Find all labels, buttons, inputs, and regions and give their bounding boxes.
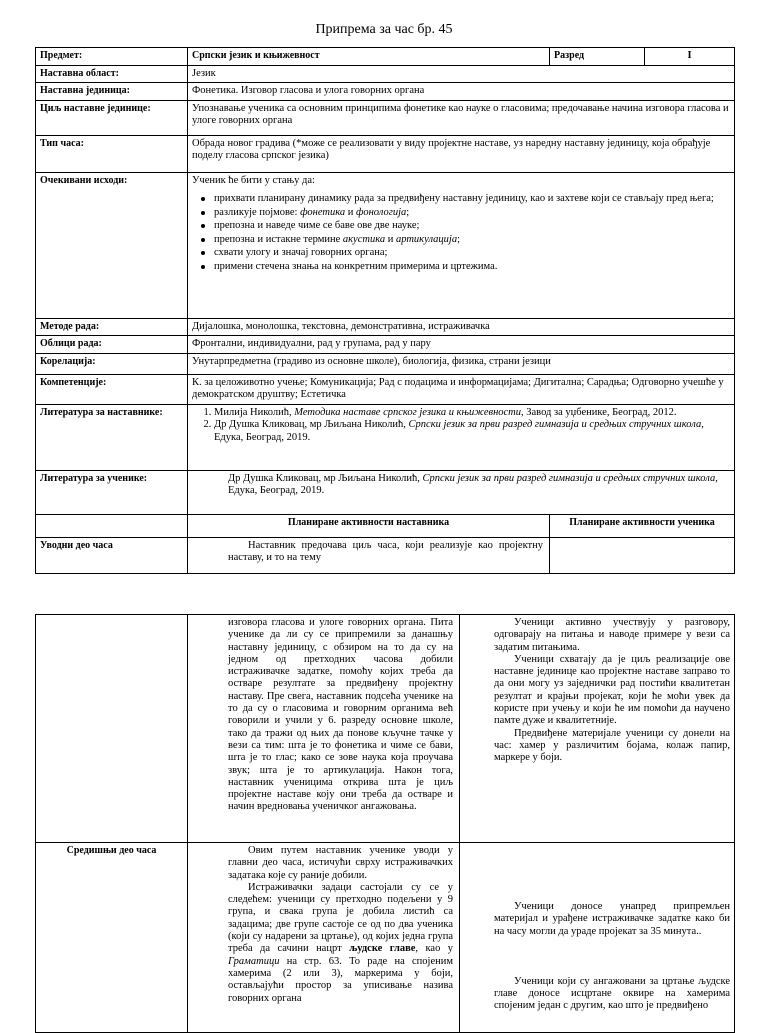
intro-teacher-continued: изговора гласова и улоге говорних органа. Пита ученике да ли су се припремили за данашњу наставну јединицу, с обзиром на то да су на једном од претходних часова добили истраживачке задатке, помоћу којих треба да остваре резултате за предвиђену пројектну наставу. Пре свега, наставник подсећа ученике на то да су о гласовима и говорним органима већ говорили и учили у 6. разреду основне школе, тако да тражи од њих да понове кључне тачке у вези са тим: шта је то фонетика и чиме се бави, шта је то глас; како се зове наука која проучава звук; шта је то артикулација. Након тога, наставник ученицима открива шта је циљ пројектне наставе коју они треба да остваре и начин вредновања ученичког ангажовања. xyxy=(188,615,460,843)
intro-students-text: Ученици активно учествују у разговору, одговарају на питања и наводе примере у вези са задатим питањима. Ученици схватају да је циљ реализације ове наставне јединице као пројектне наставе заправо то да они могу уз заједнички рад постићи квалитетан резултат и крајњи пројекат, који ће моћи увек да користе при учењу и који ће им помоћи да научено памте дуже и квалитетније. Предвиђене материјале ученици су донели на час: хамер у различитим бојама, колаж папир, маркере у боји. xyxy=(460,615,735,843)
forms-value: Фронтални, индивидуални, рад у групама, рад у пару xyxy=(188,336,735,354)
outcomes-intro: Ученик ће бити у стању да: xyxy=(192,174,315,186)
outcome-item: примени стечена знања на конкретним примерима и цртежима. xyxy=(214,261,730,274)
outcomes-cell xyxy=(188,172,735,318)
subject-value: Српски језик и књижевност xyxy=(188,48,550,66)
intro-students-empty xyxy=(550,537,735,573)
grade-value: I xyxy=(645,48,735,66)
lit-students-label: Литература за ученике: xyxy=(36,470,188,514)
lit-teachers-label: Литература за наставнике: xyxy=(36,404,188,470)
intro-part-label: Уводни део часа xyxy=(36,537,188,573)
outcomes-list xyxy=(192,193,730,273)
unit-value: Фонетика. Изговор гласова и улога говорних органа xyxy=(188,83,735,101)
area-label: Наставна област: xyxy=(36,65,188,83)
empty-header-cell xyxy=(36,514,188,537)
intro-teacher-text: Наставник предочава циљ часа, који реализује као пројектну наставу, и то на тему xyxy=(188,537,550,573)
outcome-item: препозна и истакне термине акустика и артикулација; xyxy=(214,234,730,247)
subject-label: Предмет: xyxy=(36,48,188,66)
methods-value: Дијалошка, монолошка, текстовна, демонстративна, истраживачка xyxy=(188,318,735,336)
student-activities-header: Планиране активности ученика xyxy=(550,514,735,537)
lit-teachers-cell xyxy=(188,404,735,470)
teacher-activities-header: Планиране активности наставника xyxy=(188,514,550,537)
main-teacher-text: Овим путем наставник ученике уводи у главни део часа, истичући сврху истраживачких задатака које су раније добили. Истраживачки задаци састојали су се у следећем: ученици су претходно подељени у 9 група, и свака група је добила листић са задацима; две групе састоје се од по два ученика (који су надарени за цртање), од којих једна група треба да сачини нацрт људске главе, као у Граматици на стр. 63. То раде на спојеним хамерима (2 или 3), маркерима у боји, остављајући простор за уписивање назива говорних органа xyxy=(188,843,460,1033)
competences-value: К. за целоживотно учење; Комуникација; Рад с подацима и информацијама; Дигитална; Сарадња; Одговорно учешће у демократском друштву; Естетичка xyxy=(188,374,735,404)
page-title: Припрема за час бр. 45 xyxy=(315,22,453,37)
outcome-item: прихвати планирану динамику рада за предвиђену наставну јединицу, као и захтеве који се стављају пред њега; xyxy=(214,193,730,206)
lit-teachers-list xyxy=(192,407,730,445)
outcome-item: разликује појмове: фонетика и фонологија; xyxy=(214,207,730,220)
lesson-plan-table-continued xyxy=(35,614,735,1033)
area-value: Језик xyxy=(188,65,735,83)
outcome-item: схвати улогу и значај говорних органа; xyxy=(214,247,730,260)
grade-label: Разред xyxy=(550,48,645,66)
competences-label: Компетенције: xyxy=(36,374,188,404)
intro-part-continued-label xyxy=(36,615,188,843)
lesson-type-label: Тип часа: xyxy=(36,135,188,172)
lit-item: 1. Милија Николић, Методика наставе српског језика и књижевности, Завод за уџбенике, Београд, 2012. xyxy=(214,407,730,420)
methods-label: Методе рада: xyxy=(36,318,188,336)
lit-students-value: Др Душка Кликовац, мр Љиљана Николић, Српски језик за први разред гимназија и средњих стручних школа, Едука, Београд, 2019. xyxy=(188,470,735,514)
lit-item: 2. Др Душка Кликовац, мр Љиљана Николић, Српски језик за први разред гимназија и средњих стручних школа, Едука, Београд, 2019. xyxy=(214,419,730,444)
unit-label: Наставна јединица: xyxy=(36,83,188,101)
goal-value: Упознавање ученика са основним принципима фонетике као науке о гласовима; предочавање начина изговора гласова и улоге говорних органа xyxy=(188,100,735,135)
outcome-item: препозна и наведе чиме се баве ове две науке; xyxy=(214,220,730,233)
goal-label: Циљ наставне јединице: xyxy=(36,100,188,135)
main-part-label: Средишњи део часа xyxy=(36,843,188,1033)
correlation-value: Унутарпредметна (градиво из основне школе), биологија, физика, страни језици xyxy=(188,353,735,374)
main-students-text: Ученици доносе унапред припремљен материјал и урађене истраживачке задатке како би на часу могли да ураде пројекат за 35 минута.. Ученици који су ангажовани за цртање људске главе доносе исцртане оквире на хамерима спојеним један с другим, као што је предвиђено xyxy=(460,843,735,1033)
outcomes-label: Очекивани исходи: xyxy=(36,172,188,318)
lesson-plan-table xyxy=(35,47,735,574)
forms-label: Облици рада: xyxy=(36,336,188,354)
correlation-label: Корелација: xyxy=(36,353,188,374)
lesson-type-value: Обрада новог градива (*може се реализовати у виду пројектне наставе, уз наредну наставну јединицу, која обрађује поделу гласова српског језика) xyxy=(188,135,735,172)
